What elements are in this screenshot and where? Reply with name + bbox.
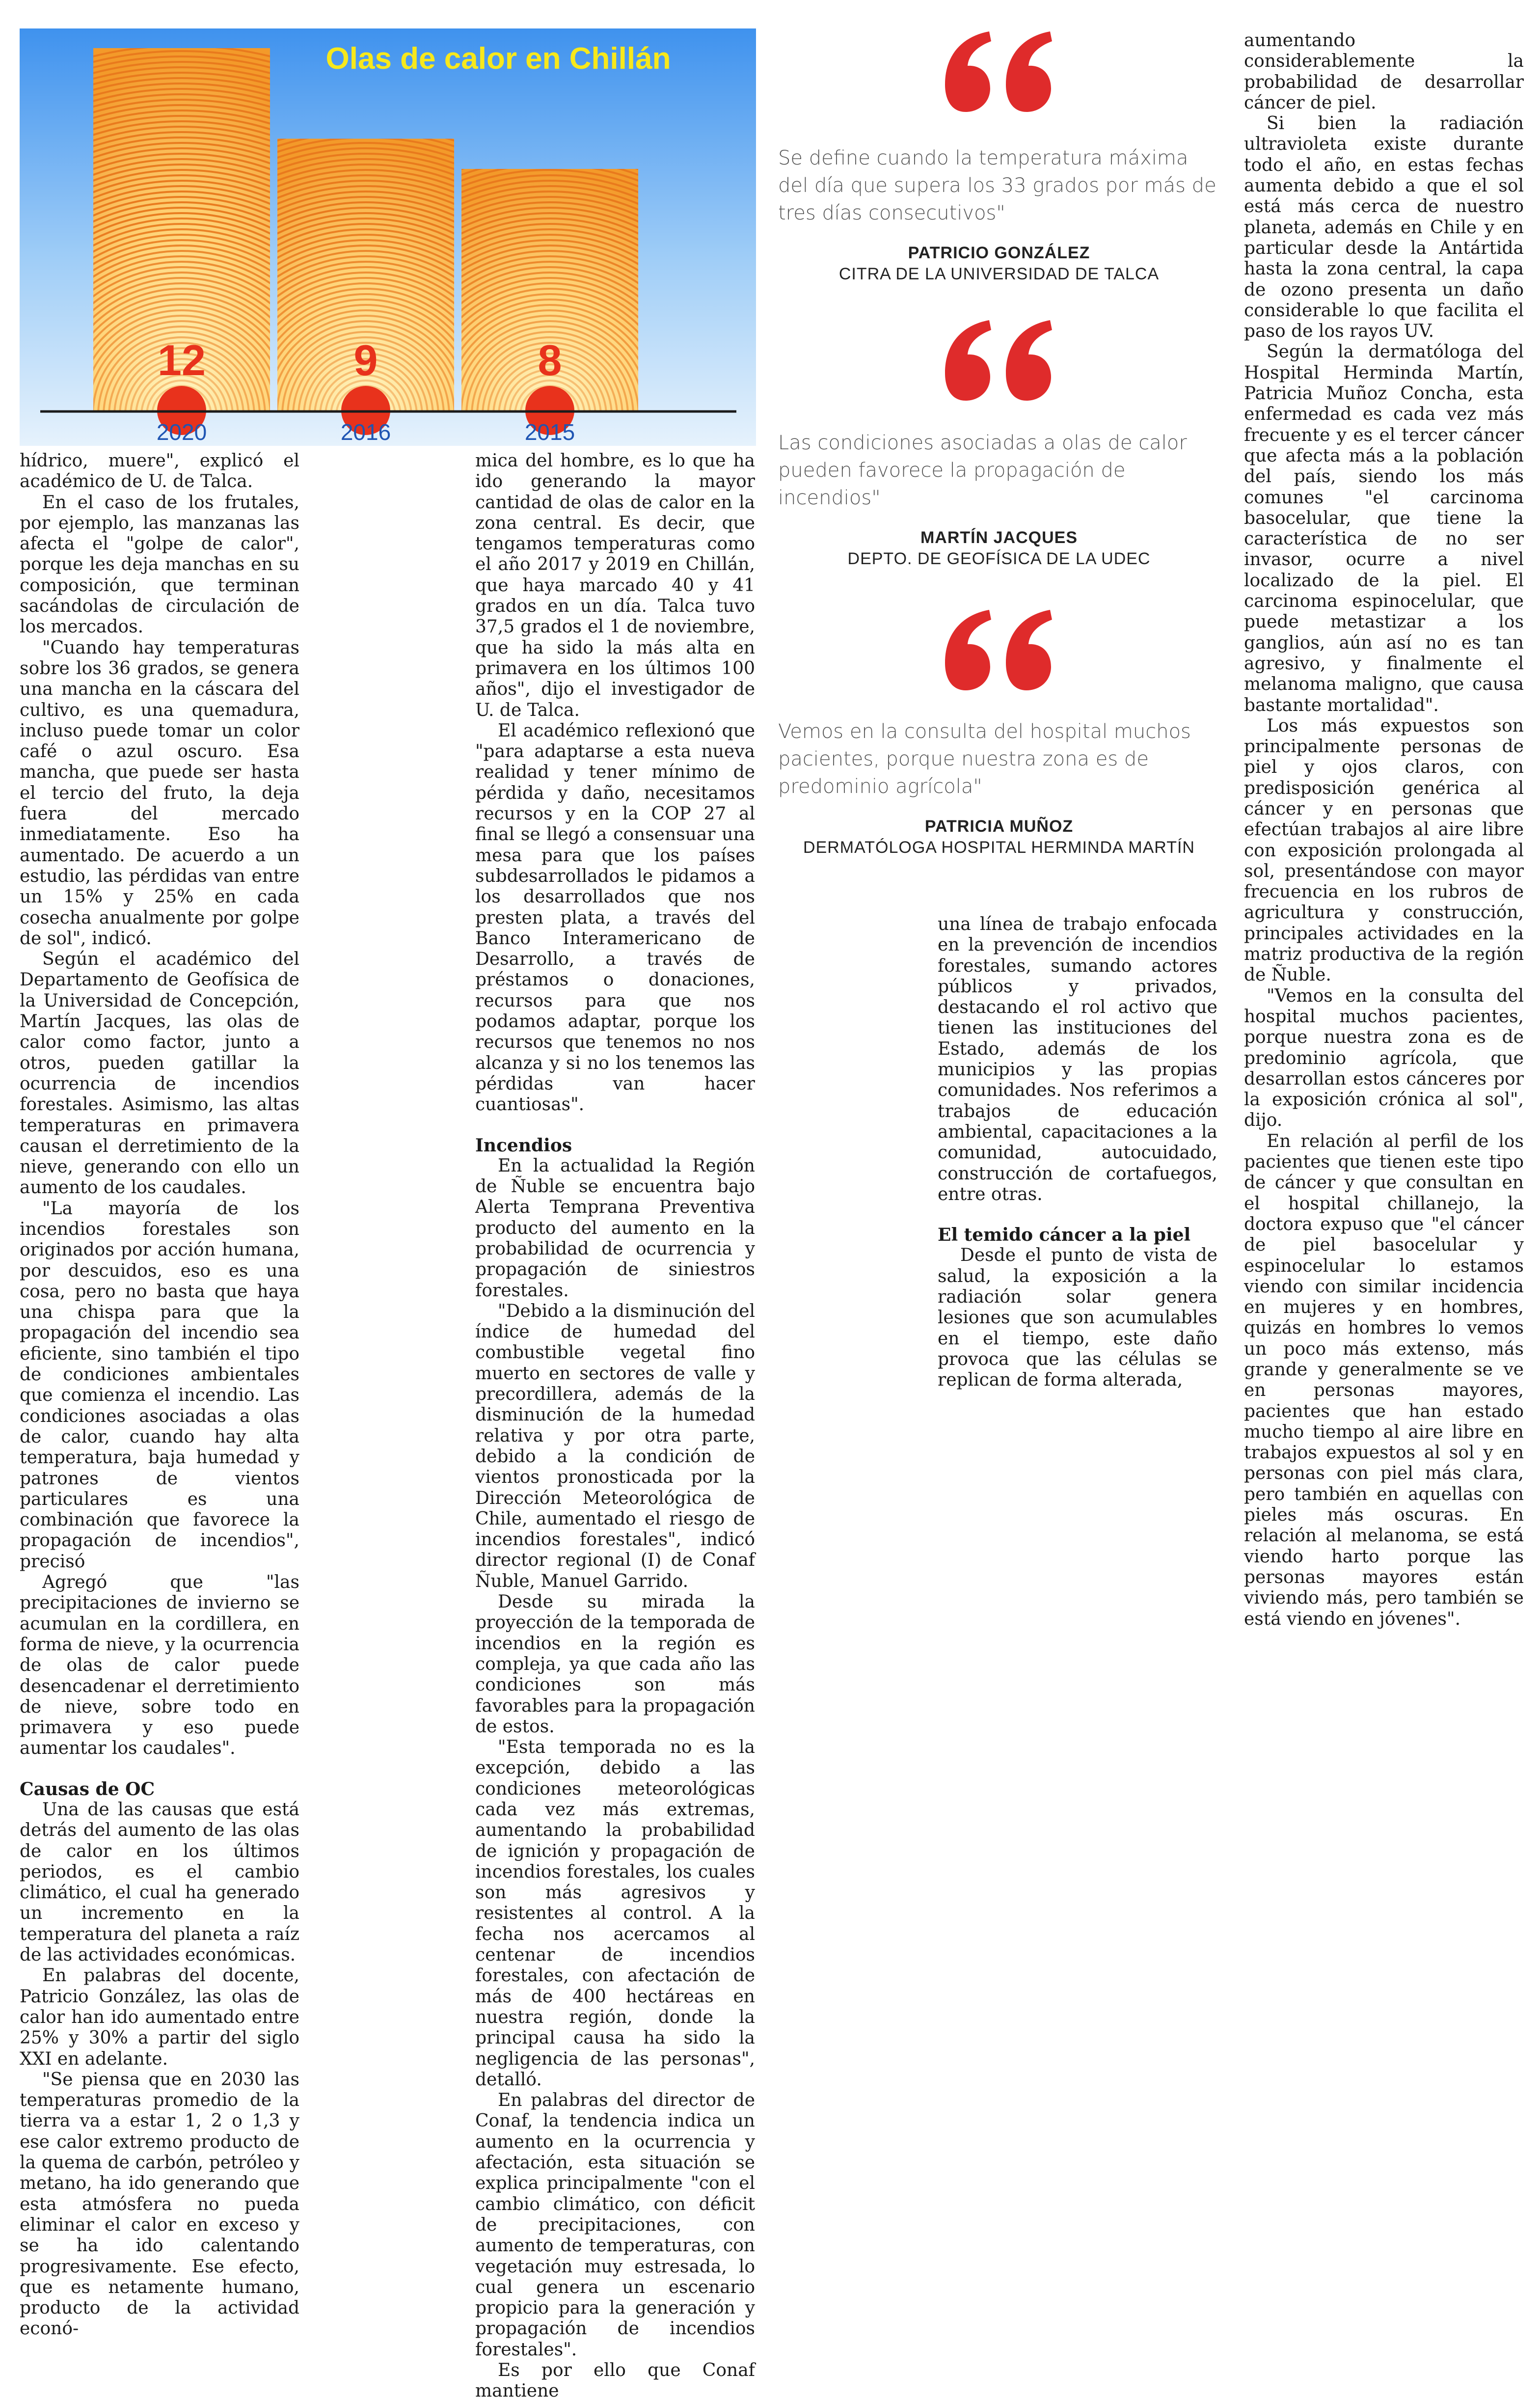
pull-quote xyxy=(778,609,1220,857)
paragraph: una línea de trabajo enfocada en la prevención de incendios forestales, sumando actores públicos y privados, destacando el rol activo que tienen las instituciones del Estado, además de los municipios y las propias comunidades. Nos referimos a trabajos de educación ambiental, capacitaciones a la comunidad, autocuidado, construcción de cortafuegos, entre otras. xyxy=(938,914,1217,1204)
paragraph: Es por ello que Conaf mantiene xyxy=(475,2360,755,2402)
bar-value-label: 9 xyxy=(353,336,378,384)
article-column-1 xyxy=(20,451,299,2340)
paragraph: "Se piensa que en 2030 las temperaturas promedio de la tierra va a estar 1, 2 o 1,3 y ese calor extremo producto de la quema de carbón, petróleo y metano, ha ido generando que esta atmósfera no pueda eliminar el calor en exceso y se ha ido calentando progresivamente. Ese efecto, que es netamente humano, producto de la actividad econó- xyxy=(20,2069,299,2339)
paragraph: Si bien la radiación ultravioleta existe durante todo el año, en estas fechas aumenta debido a que el sol está más cerca de nuestro planeta, además en Chile y en particular desde la Antártida hasta la zona central, la capa de ozono presenta un daño considerable lo que facilita el paso de los rayos UV. xyxy=(1244,113,1524,342)
section-heading: Causas de OC xyxy=(20,1778,155,1800)
section-heading: Incendios xyxy=(475,1135,572,1156)
paragraph: Desde su mirada la proyección de la temporada de incendios en la región es compleja, ya que cada año las condiciones son más favorables para la propagación de estos. xyxy=(475,1592,755,1737)
paragraph: "Vemos en la consulta del hospital muchos pacientes, porque nuestra zona es de predominio agrícola, que desarrollan estos cánceres por la exposición crónica al sol", dijo. xyxy=(1244,985,1524,1131)
article-column-4 xyxy=(1244,30,1524,1630)
paragraph: En relación al perfil de los pacientes que tienen este tipo de cáncer y que consultan en el hospital chillanejo, la doctora expuso que "el cáncer de piel basocelular y espinocelular lo estamos viendo con similar incidencia en mujeres y en hombres, quizás en hombres lo vemos un poco más extenso, más grande y generalmente se ve en personas mayores, pacientes que han estado mucho tiempo al aire libre en trabajos expuestos al sol y en personas con piel más clara, pero también en aquellas con pieles más oscuras. En relación al melanoma, se está viendo harto porque las personas mayores están viviendo más, pero también se está viendo en jóvenes". xyxy=(1244,1131,1524,1629)
paragraph: hídrico, muere", explicó el académico de U. de Talca. xyxy=(20,451,299,492)
paragraph: En palabras del docente, Patricio González, las olas de calor han ido aumentado entre 25% y 30% a partir del siglo XXI en adelante. xyxy=(20,1965,299,2069)
quote-text: Se define cuando la temperatura máxima del día que supera los 33 grados por más de tres días consecutivos" xyxy=(778,147,1216,224)
paragraph: Según la dermatóloga del Hospital Herminda Martín, Patricia Muñoz Concha, esta enfermedad es cada vez más frecuente y es el tercer cáncer que afecta más a la población del país, siendo los más comunes "el carcinoma basocelular, que tiene la característica de no ser invasor, ocurre a nivel localizado de la piel. El carcinoma espinocelular, que puede metastizar a los ganglios, aún así no es tan agresivo, y finalmente el melanoma maligno, que causa bastante mortalidad". xyxy=(1244,342,1524,715)
pull-quote xyxy=(778,30,1220,284)
chart-canvas xyxy=(20,28,756,446)
chart-title: Olas de calor en Chillán xyxy=(325,42,671,76)
paragraph: "Esta temporada no es la excepción, debido a las condiciones meteorológicas cada vez más extremas, aumentando la probabilidad de ignición y propagación de incendios forestales, los cuales son más agresivos y resistentes al control. A la fecha nos acercamos al centenar de incendios forestales, con afectación de más de 400 hectáreas en nuestra región, donde la principal causa ha sido la negligencia de las personas", detalló. xyxy=(475,1737,755,2090)
x-tick-label: 2015 xyxy=(524,419,575,445)
paragraph: Desde el punto de vista de salud, la exposición a la radiación solar genera lesiones que son acumulables en el tiempo, este daño provoca que las células se replican de forma alterada, xyxy=(938,1245,1217,1391)
quote-author-role: CITRA DE LA UNIVERSIDAD DE TALCA xyxy=(838,265,1160,283)
x-tick-label: 2020 xyxy=(156,419,207,445)
quote-text: Vemos en la consulta del hospital muchos pacientes, porque nuestra zona es de predominio agrícola" xyxy=(778,720,1191,798)
x-tick-label: 2016 xyxy=(340,419,391,445)
paragraph: Agregó que "las precipitaciones de invierno se acumulan en la cordillera, en forma de nieve, y la ocurrencia de olas de calor puede desencadenar el derretimiento de nieve, sobre todo en primavera y eso puede aumentar los caudales". xyxy=(20,1572,299,1759)
quote-text: Las condiciones asociadas a olas de calor pueden favorece la propagación de incendios" xyxy=(778,432,1187,509)
quote-author: PATRICIA MUÑOZ xyxy=(924,817,1074,836)
section-heading: El temido cáncer a la piel xyxy=(938,1225,1191,1246)
paragraph: "Debido a la disminución del índice de humedad del combustible vegetal fino muerto en sectores de valle y precordillera, además de la disminución de la humedad relativa y por otra parte, debido a la condición de vientos pronosticada por la Dirección Meteorológica de Chile, aumentado el riesgo de incendios forestales", indicó director regional (I) de Conaf Ñuble, Manuel Garrido. xyxy=(475,1301,755,1591)
quote-marks-icon xyxy=(940,609,1058,692)
quote-marks-icon xyxy=(940,319,1058,403)
paragraph: aumentando considerablemente la probabilidad de desarrollar cáncer de piel. xyxy=(1244,30,1524,113)
quote-author: PATRICIO GONZÁLEZ xyxy=(908,244,1090,262)
paragraph: mica del hombre, es lo que ha ido generando la mayor cantidad de olas de calor en la zona central. Es decir, que tengamos temperaturas como el año 2017 y 2019 en Chillán, que haya marcado 40 y 41 grados en un día. Talca tuvo 37,5 grados el 1 de noviembre, que ha sido la más alta en primavera en los últimos 100 años", dijo el investigador de U. de Talca. xyxy=(475,451,755,720)
paragraph: En palabras del director de Conaf, la tendencia indica un aumento en la ocurrencia y afectación, esta situación se explica principalmente "con el cambio climático, con déficit de precipitaciones, con aumento de temperaturas, con vegetación muy estresada, lo cual genera un escenario propicio para la generación y propagación de incendios forestales". xyxy=(475,2090,755,2360)
quote-marks-icon xyxy=(940,30,1058,114)
article-column-3 xyxy=(938,914,1217,1391)
article-column-2 xyxy=(475,451,755,2402)
paragraph: Una de las causas que está detrás del aumento de las olas de calor en los últimos periodos, es el cambio climático, el cual ha generado un incremento en la temperatura del planeta a raíz de las actividades económicas. xyxy=(20,1800,299,1965)
paragraph: En la actualidad la Región de Ñuble se encuentra bajo Alerta Temprana Preventiva producto del aumento en la probabilidad de ocurrencia y propagación de siniestros forestales. xyxy=(475,1155,755,1301)
paragraph: "La mayoría de los incendios forestales son originados por acción humana, por descuidos, eso es una cosa, pero no basta que haya una chispa para que la propagación del incendio sea eficiente, sino también el tipo de condiciones ambientales que comienza el incendio. Las condiciones asociadas a olas de calor, cuando hay alta temperatura, baja humedad y patrones de vientos particulares es una combinación que favorece la propagación de incendios", precisó xyxy=(20,1198,299,1572)
paragraph: En el caso de los frutales, por ejemplo, las manzanas las afecta el "golpe de calor", porque les deja manchas en su composición, que terminan sacándolas de circulación de los mercados. xyxy=(20,492,299,637)
paragraph: Según el académico del Departamento de Geofísica de la Universidad de Concepción, Martín Jacques, las olas de calor como factor, junto a otros, pueden gatillar la ocurrencia de incendios forestales. Asimismo, las altas temperaturas en primavera causan el derretimiento de la nieve, generando con ello un aumento de los caudales. xyxy=(20,949,299,1198)
bar-value-label: 8 xyxy=(538,336,562,384)
quote-author-role: DEPTO. DE GEOFÍSICA DE LA UDEC xyxy=(847,549,1151,568)
heatwave-chart xyxy=(20,28,756,446)
paragraph: El académico reflexionó que "para adaptarse a esta nueva realidad y tener mínimo de pérdida y daño, necesitamos recursos y en la COP 27 al final se llegó a consensuar una mesa para que los países subdesarrollados le pidamos a los desarrollados que nos presten plata, a través del Banco Interamericano de Desarrollo, a través de préstamos o donaciones, recursos para que nos podamos adaptar, porque los recursos que tenemos no nos alcanza y si no los tenemos las pérdidas van hacer cuantiosas". xyxy=(475,720,755,1115)
bar-value-label: 12 xyxy=(158,336,206,384)
quote-author: MARTÍN JACQUES xyxy=(920,528,1078,547)
paragraph: "Cuando hay temperaturas sobre los 36 grados, se genera una mancha en la cáscara del cultivo, es una quemadura, incluso puede tomar un color café o azul oscuro. Esa mancha, que puede ser hasta el tercio del fruto, la deja fuera del mercado inmediatamente. Eso ha aumentado. De acuerdo a un estudio, las pérdidas van entre un 15% y 25% en cada cosecha anualmente por golpe de sol", indicó. xyxy=(20,637,299,949)
pull-quote xyxy=(778,319,1220,569)
quote-author-role: DERMATÓLOGA HOSPITAL HERMINDA MARTÍN xyxy=(803,838,1195,857)
paragraph: Los más expuestos son principalmente personas de piel y ojos claros, con predisposición genérica al cáncer y en personas que efectúan trabajos al aire libre con exposición prolongada al sol, presentándose con mayor frecuencia en los rubros de agricultura y construcción, principales actividades en la matriz productiva de la región de Ñuble. xyxy=(1244,715,1524,985)
